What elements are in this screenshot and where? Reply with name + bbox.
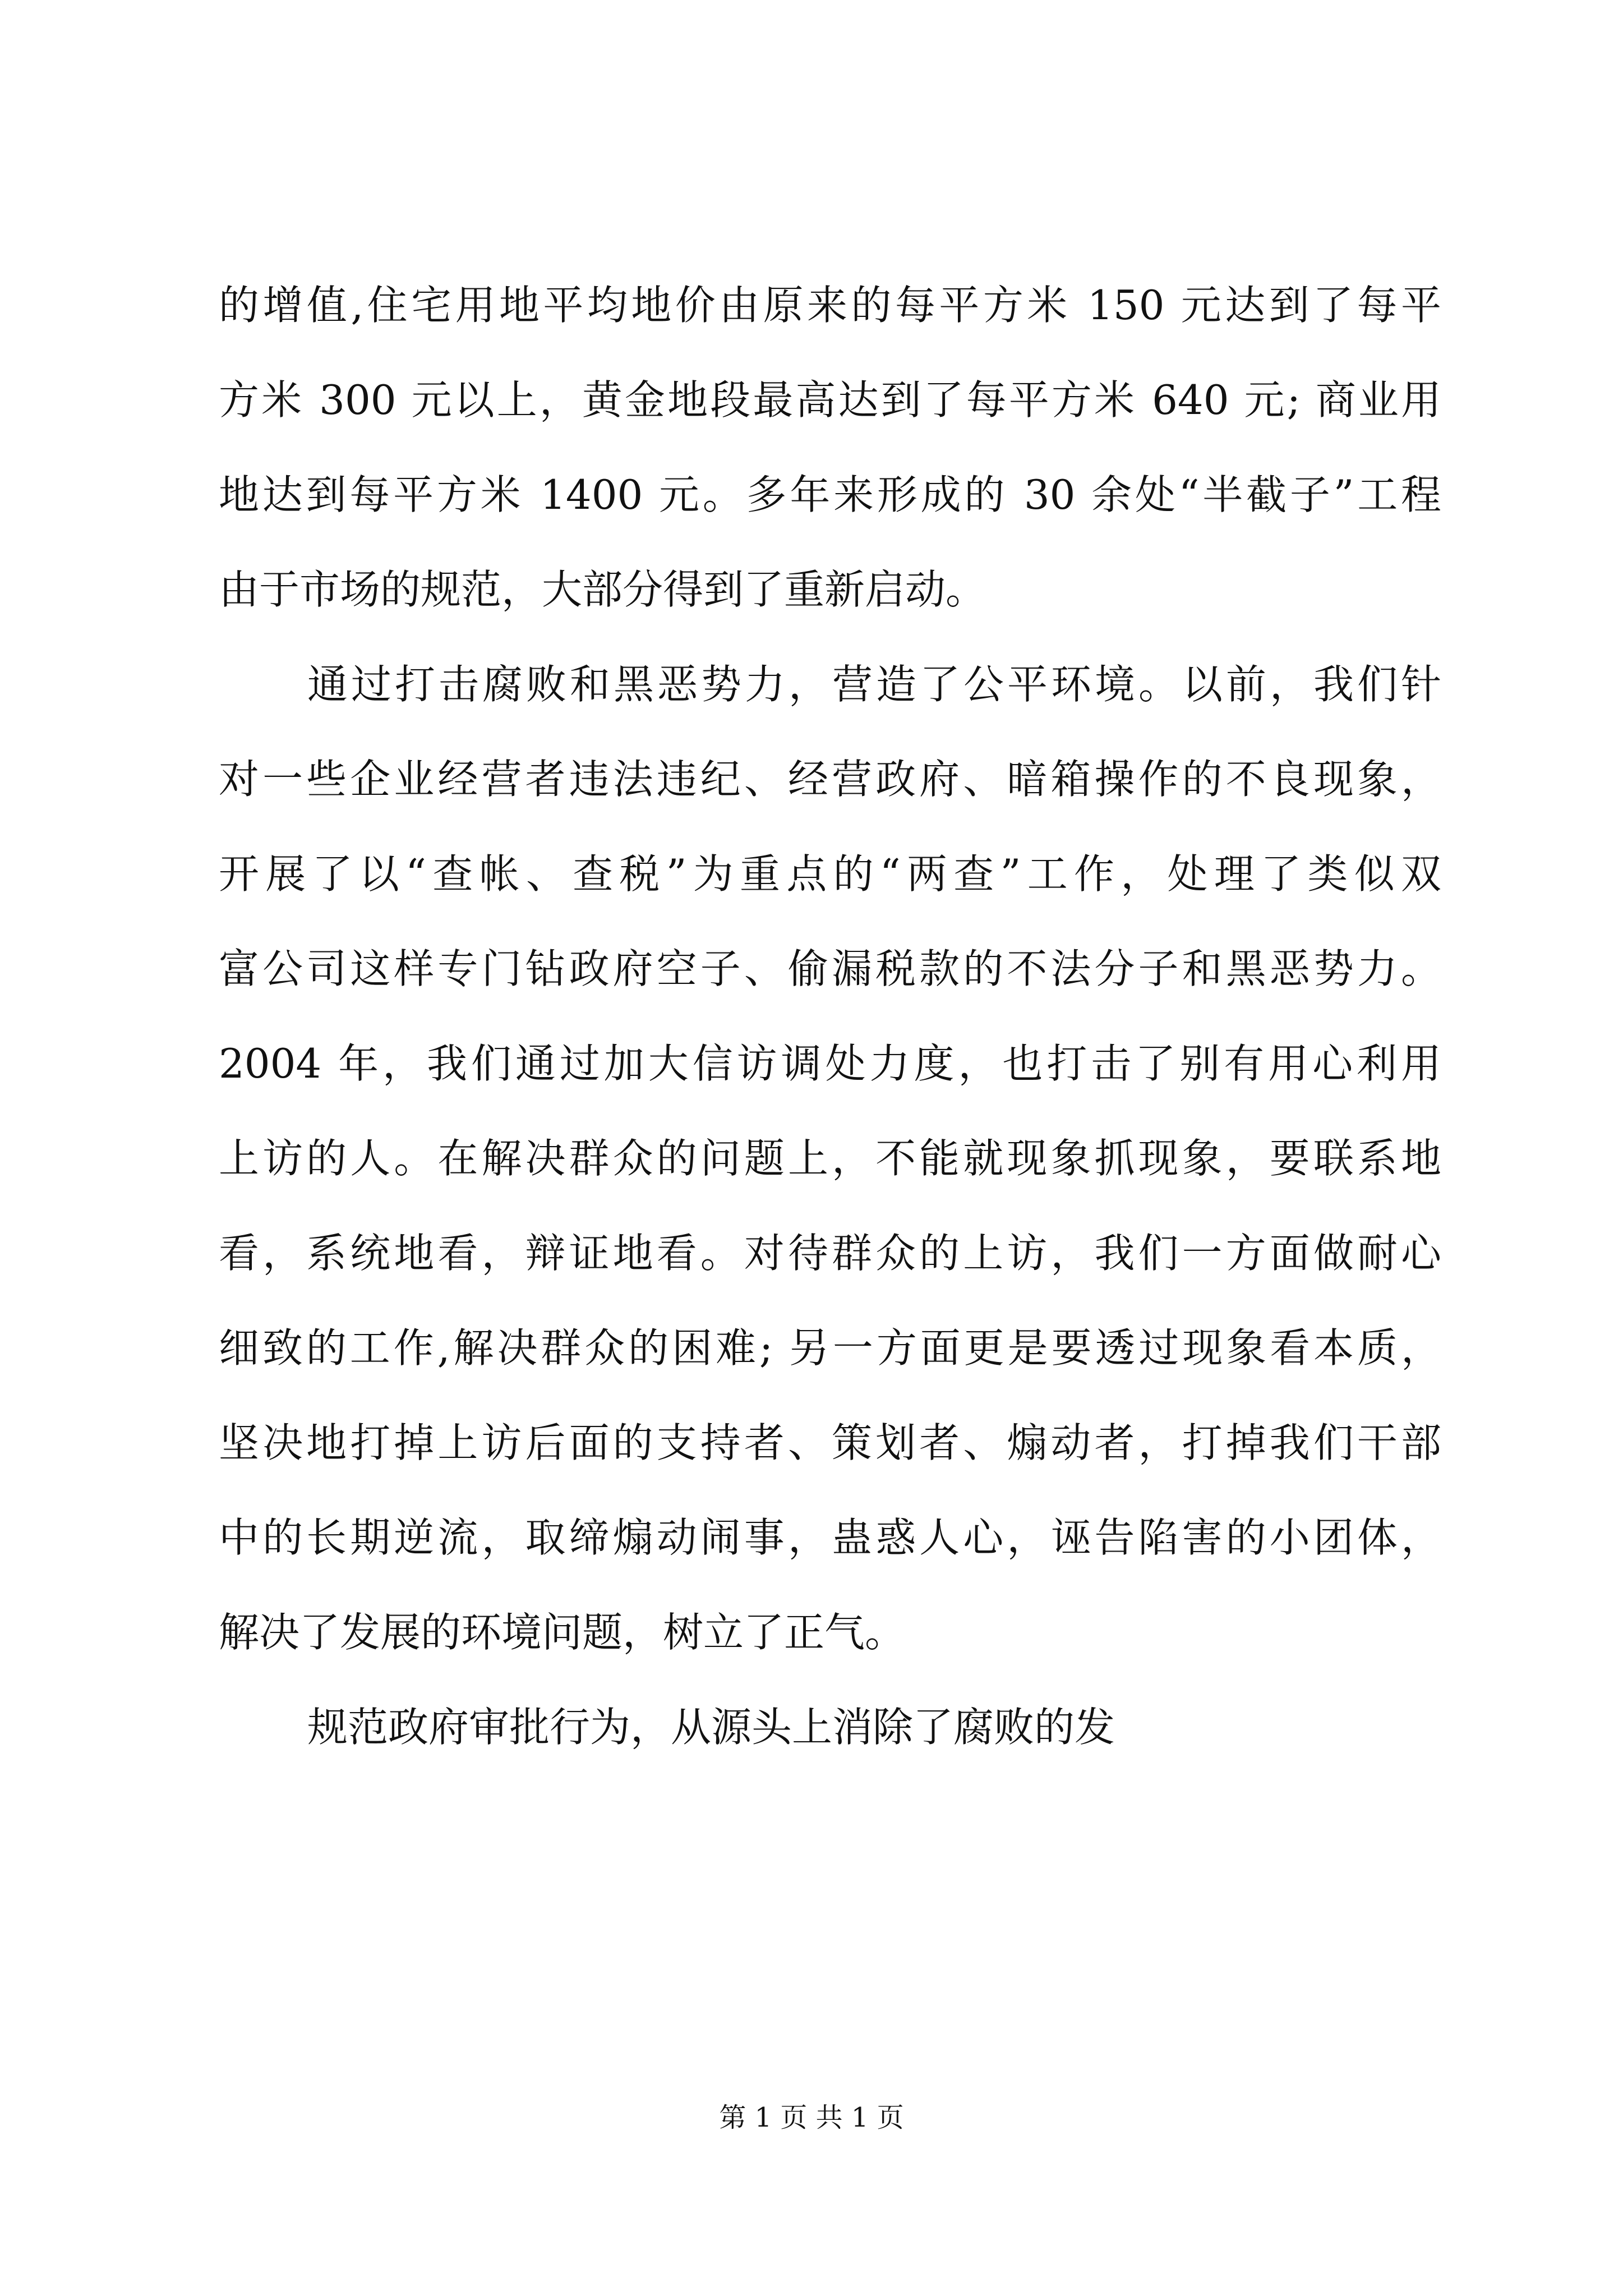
- text-line: 规范政府审批行为，从源头上消除了腐败的发: [307, 1704, 1115, 1751]
- text-line: 方米 300 元以上，黄金地段最高达到了每平方米 640 元; 商业用: [219, 376, 1441, 424]
- text-line: 上访的人。在解决群众的问题上，不能就现象抓现象，要联系地: [219, 1135, 1441, 1182]
- text-line: 解决了发展的环境问题，树立了正气。: [219, 1609, 906, 1656]
- page-footer: 第 1 页 共 1 页: [719, 2102, 904, 2133]
- text-line: 富公司这样专门钻政府空子、偷漏税款的不法分子和黑恶势力。: [219, 945, 1441, 992]
- text-line: 由于市场的规范，大部分得到了重新启动。: [219, 566, 986, 613]
- text-line: 2004 年，我们通过加大信访调处力度，也打击了别有用心利用: [219, 1040, 1441, 1087]
- text-line: 通过打击腐败和黑恶势力，营造了公平环境。以前，我们针: [307, 661, 1441, 708]
- text-line: 细致的工作,解决群众的困难; 另一方面更是要透过现象看本质，: [219, 1324, 1441, 1372]
- text-line: 看，系统地看，辩证地看。对待群众的上访，我们一方面做耐心: [219, 1230, 1441, 1277]
- text-line: 地达到每平方米 1400 元。多年来形成的 30 余处“半截子”工程: [219, 471, 1441, 518]
- text-line: 对一些企业经营者违法违纪、经营政府、暗箱操作的不良现象，: [219, 756, 1441, 803]
- text-line: 开展了以“查帐、查税”为重点的“两查”工作，处理了类似双: [219, 850, 1441, 898]
- document-body: [219, 258, 1441, 1775]
- text-line: 坚决地打掉上访后面的支持者、策划者、煽动者，打掉我们干部: [219, 1419, 1441, 1466]
- text-line: 中的长期逆流，取缔煽动闹事，蛊惑人心，诬告陷害的小团体，: [219, 1514, 1441, 1561]
- text-line: 的增值,住宅用地平均地价由原来的每平方米 150 元达到了每平: [219, 282, 1441, 329]
